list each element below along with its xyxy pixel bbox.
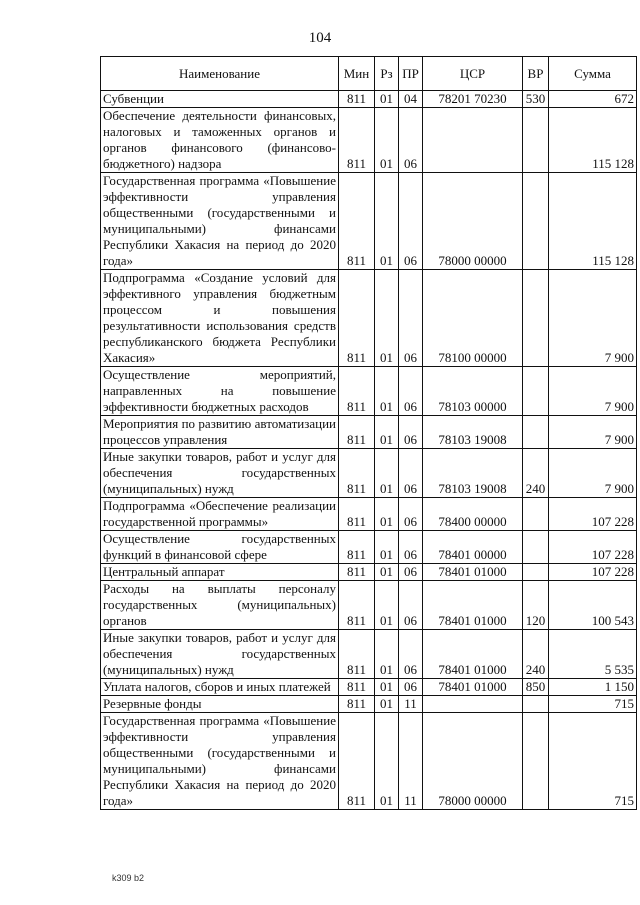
table-row	[101, 696, 637, 713]
cell-rz: 01	[375, 449, 399, 498]
cell-vr: 850	[523, 679, 549, 696]
cell-name: Субвенции	[101, 91, 339, 108]
table-row	[101, 449, 637, 498]
cell-sum: 107 228	[549, 498, 637, 531]
cell-pr: 06	[399, 449, 423, 498]
header-rz: Рз	[375, 57, 399, 91]
cell-min: 811	[339, 696, 375, 713]
table-row	[101, 679, 637, 696]
cell-rz: 01	[375, 630, 399, 679]
cell-vr	[523, 713, 549, 810]
table-row	[101, 108, 637, 173]
cell-csr	[423, 696, 523, 713]
cell-min: 811	[339, 713, 375, 810]
cell-vr	[523, 173, 549, 270]
cell-rz: 01	[375, 91, 399, 108]
cell-pr: 06	[399, 630, 423, 679]
cell-vr: 120	[523, 581, 549, 630]
header-name: Наименование	[101, 57, 339, 91]
cell-vr	[523, 696, 549, 713]
cell-name: Подпрограмма «Обеспечение реализации государственной программы»	[101, 498, 339, 531]
header-sum: Сумма	[549, 57, 637, 91]
cell-min: 811	[339, 630, 375, 679]
cell-name: Подпрограмма «Создание условий для эффективного управления бюджетным процессом и повышения результативности использования средств республиканского бюджета Республики Хакасия»	[101, 270, 339, 367]
cell-pr: 06	[399, 531, 423, 564]
cell-name: Иные закупки товаров, работ и услуг для обеспечения государственных (муниципальных) нужд	[101, 630, 339, 679]
cell-csr: 78401 01000	[423, 581, 523, 630]
table-body	[101, 91, 637, 810]
cell-name: Осуществление государственных функций в финансовой сфере	[101, 531, 339, 564]
cell-rz: 01	[375, 696, 399, 713]
cell-name: Мероприятия по развитию автоматизации процессов управления	[101, 416, 339, 449]
table-row	[101, 630, 637, 679]
cell-csr: 78103 19008	[423, 449, 523, 498]
header-min: Мин	[339, 57, 375, 91]
header-pr: ПР	[399, 57, 423, 91]
cell-vr: 530	[523, 91, 549, 108]
cell-csr: 78401 01000	[423, 679, 523, 696]
cell-min: 811	[339, 91, 375, 108]
cell-csr: 78201 70230	[423, 91, 523, 108]
cell-min: 811	[339, 173, 375, 270]
cell-rz: 01	[375, 173, 399, 270]
cell-min: 811	[339, 416, 375, 449]
cell-pr: 06	[399, 581, 423, 630]
table-row	[101, 173, 637, 270]
cell-name: Обеспечение деятельности финансовых, налоговых и таможенных органов и органов финансового (финансово-бюджетного) надзора	[101, 108, 339, 173]
cell-rz: 01	[375, 679, 399, 696]
cell-pr: 06	[399, 679, 423, 696]
cell-pr: 06	[399, 173, 423, 270]
table-header-row	[101, 57, 637, 91]
table-row	[101, 564, 637, 581]
cell-sum: 100 543	[549, 581, 637, 630]
cell-sum: 107 228	[549, 531, 637, 564]
cell-pr: 06	[399, 498, 423, 531]
cell-vr: 240	[523, 630, 549, 679]
cell-csr: 78100 00000	[423, 270, 523, 367]
cell-sum: 715	[549, 713, 637, 810]
cell-csr: 78400 00000	[423, 498, 523, 531]
table-row	[101, 416, 637, 449]
cell-sum: 107 228	[549, 564, 637, 581]
cell-vr: 240	[523, 449, 549, 498]
table-row	[101, 367, 637, 416]
cell-name: Уплата налогов, сборов и иных платежей	[101, 679, 339, 696]
table-row	[101, 713, 637, 810]
cell-min: 811	[339, 108, 375, 173]
cell-vr	[523, 367, 549, 416]
cell-csr: 78401 01000	[423, 564, 523, 581]
footer-code: k309 b2	[112, 873, 145, 883]
cell-sum: 7 900	[549, 367, 637, 416]
cell-sum: 115 128	[549, 108, 637, 173]
cell-min: 811	[339, 498, 375, 531]
cell-name: Расходы на выплаты персоналу государственных (муниципальных) органов	[101, 581, 339, 630]
cell-pr: 11	[399, 696, 423, 713]
cell-sum: 672	[549, 91, 637, 108]
cell-name: Резервные фонды	[101, 696, 339, 713]
cell-name: Иные закупки товаров, работ и услуг для обеспечения государственных (муниципальных) нужд	[101, 449, 339, 498]
cell-pr: 11	[399, 713, 423, 810]
cell-rz: 01	[375, 108, 399, 173]
cell-sum: 715	[549, 696, 637, 713]
cell-vr	[523, 108, 549, 173]
cell-name: Государственная программа «Повышение эффективности управления общественными (государственными и муниципальными) финансами Республики Хакасия на период до 2020 года»	[101, 173, 339, 270]
cell-rz: 01	[375, 270, 399, 367]
cell-vr	[523, 498, 549, 531]
cell-rz: 01	[375, 416, 399, 449]
cell-vr	[523, 564, 549, 581]
cell-rz: 01	[375, 498, 399, 531]
cell-pr: 04	[399, 91, 423, 108]
cell-csr: 78000 00000	[423, 173, 523, 270]
cell-csr: 78000 00000	[423, 713, 523, 810]
cell-name: Государственная программа «Повышение эффективности управления общественными (государственными и муниципальными) финансами Республики Хакасия на период до 2020 года»	[101, 713, 339, 810]
cell-csr: 78401 00000	[423, 531, 523, 564]
cell-rz: 01	[375, 531, 399, 564]
cell-min: 811	[339, 564, 375, 581]
cell-vr	[523, 531, 549, 564]
header-vr: ВР	[523, 57, 549, 91]
table-row	[101, 498, 637, 531]
cell-sum: 5 535	[549, 630, 637, 679]
cell-min: 811	[339, 531, 375, 564]
cell-rz: 01	[375, 367, 399, 416]
cell-vr	[523, 270, 549, 367]
cell-pr: 06	[399, 416, 423, 449]
cell-name: Осуществление мероприятий, направленных на повышение эффективности бюджетных расходов	[101, 367, 339, 416]
cell-sum: 7 900	[549, 449, 637, 498]
cell-min: 811	[339, 367, 375, 416]
budget-table	[100, 56, 637, 810]
table-row	[101, 581, 637, 630]
page-number: 104	[308, 30, 332, 46]
cell-min: 811	[339, 449, 375, 498]
cell-csr	[423, 108, 523, 173]
cell-min: 811	[339, 581, 375, 630]
cell-csr: 78103 00000	[423, 367, 523, 416]
cell-pr: 06	[399, 270, 423, 367]
table-row	[101, 270, 637, 367]
cell-csr: 78103 19008	[423, 416, 523, 449]
table-row	[101, 91, 637, 108]
cell-sum: 7 900	[549, 270, 637, 367]
cell-rz: 01	[375, 713, 399, 810]
cell-pr: 06	[399, 367, 423, 416]
cell-sum: 7 900	[549, 416, 637, 449]
cell-min: 811	[339, 270, 375, 367]
cell-min: 811	[339, 679, 375, 696]
cell-vr	[523, 416, 549, 449]
cell-csr: 78401 01000	[423, 630, 523, 679]
cell-sum: 1 150	[549, 679, 637, 696]
cell-pr: 06	[399, 564, 423, 581]
cell-name: Центральный аппарат	[101, 564, 339, 581]
cell-rz: 01	[375, 564, 399, 581]
cell-pr: 06	[399, 108, 423, 173]
cell-rz: 01	[375, 581, 399, 630]
cell-sum: 115 128	[549, 173, 637, 270]
header-csr: ЦСР	[423, 57, 523, 91]
table-row	[101, 531, 637, 564]
